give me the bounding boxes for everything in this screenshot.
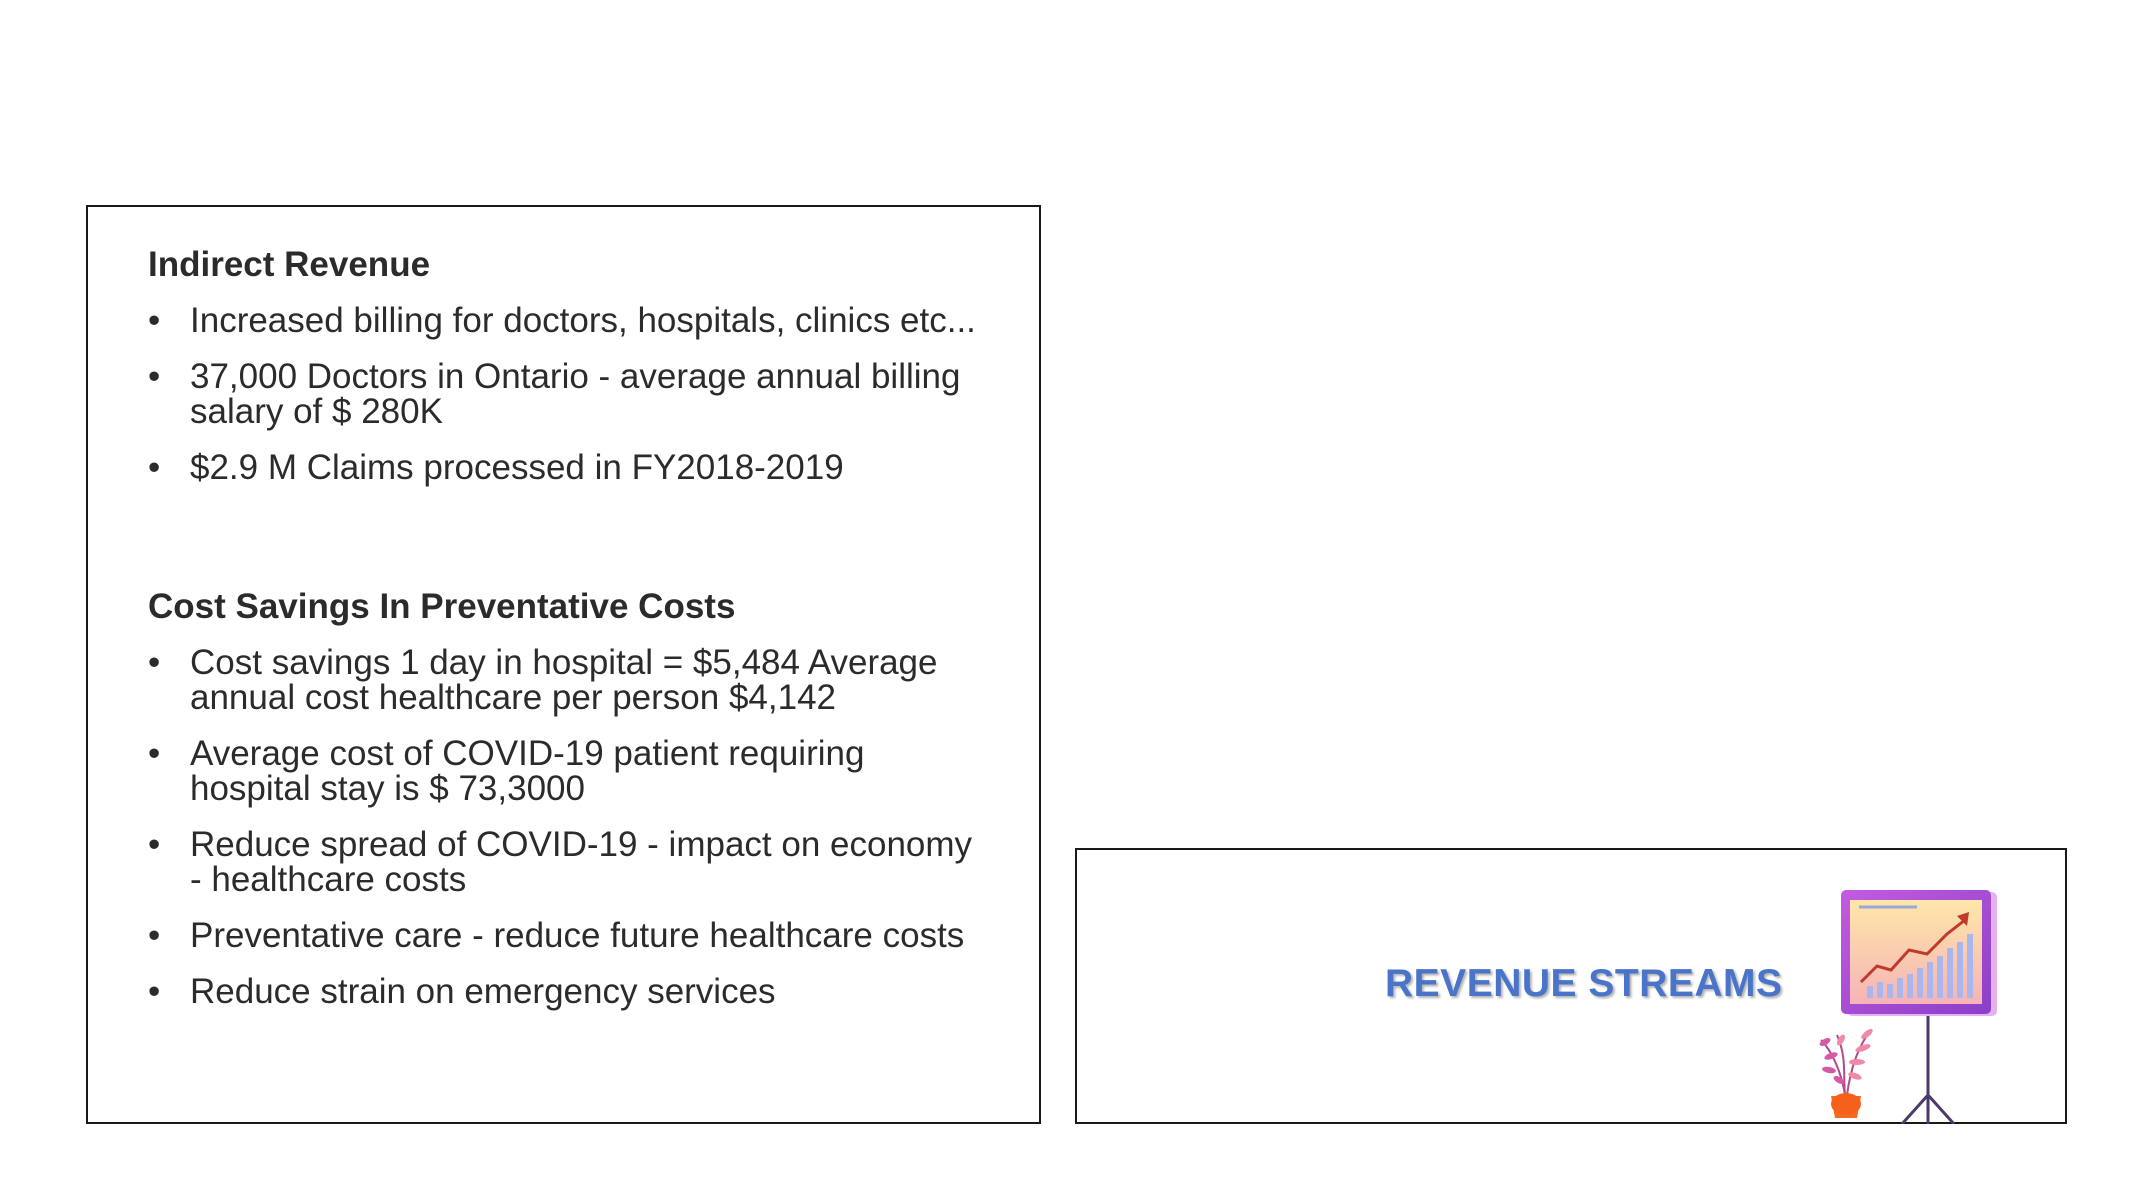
easel-stand — [1902, 1014, 1954, 1124]
revenue-streams-panel — [1075, 848, 2067, 1124]
list-item: • $2.9 M Claims processed in FY2018-2019 — [148, 448, 844, 487]
bullet-icon: • — [148, 448, 161, 487]
bullet-icon: • — [148, 301, 161, 340]
bullet-icon: • — [148, 734, 161, 773]
revenue-streams-title: REVENUE STREAMS — [1385, 962, 1783, 1005]
list-item: • 37,000 Doctors in Ontario - average annual billing salary of $ 280K — [148, 357, 961, 431]
presentation-chart-icon — [1817, 890, 2037, 1124]
list-item: • Average cost of COVID-19 patient requiring hospital stay is $ 73,3000 — [148, 734, 865, 808]
bullet-icon: • — [148, 916, 161, 955]
bullet-icon: • — [148, 972, 161, 1011]
list-item: • Cost savings 1 day in hospital = $5,484 Average annual cost healthcare per person $4,142 — [148, 643, 938, 717]
cost-savings-heading: Cost Savings In Preventative Costs — [148, 587, 736, 626]
list-item: • Reduce spread of COVID-19 - impact on economy - healthcare costs — [148, 825, 973, 899]
list-item: • Increased billing for doctors, hospitals, clinics etc... — [148, 301, 976, 340]
bullet-icon: • — [148, 825, 161, 864]
bullet-icon: • — [148, 643, 161, 682]
cost-savings-list — [148, 645, 993, 1030]
content-panel — [86, 205, 1041, 1124]
indirect-revenue-heading: Indirect Revenue — [148, 245, 431, 284]
indirect-revenue-list — [148, 303, 993, 506]
list-item: • Reduce strain on emergency services — [148, 972, 776, 1011]
plant-icon — [1818, 1027, 1874, 1118]
bullet-icon: • — [148, 357, 161, 396]
list-item: • Preventative care - reduce future healthcare costs — [148, 916, 965, 955]
